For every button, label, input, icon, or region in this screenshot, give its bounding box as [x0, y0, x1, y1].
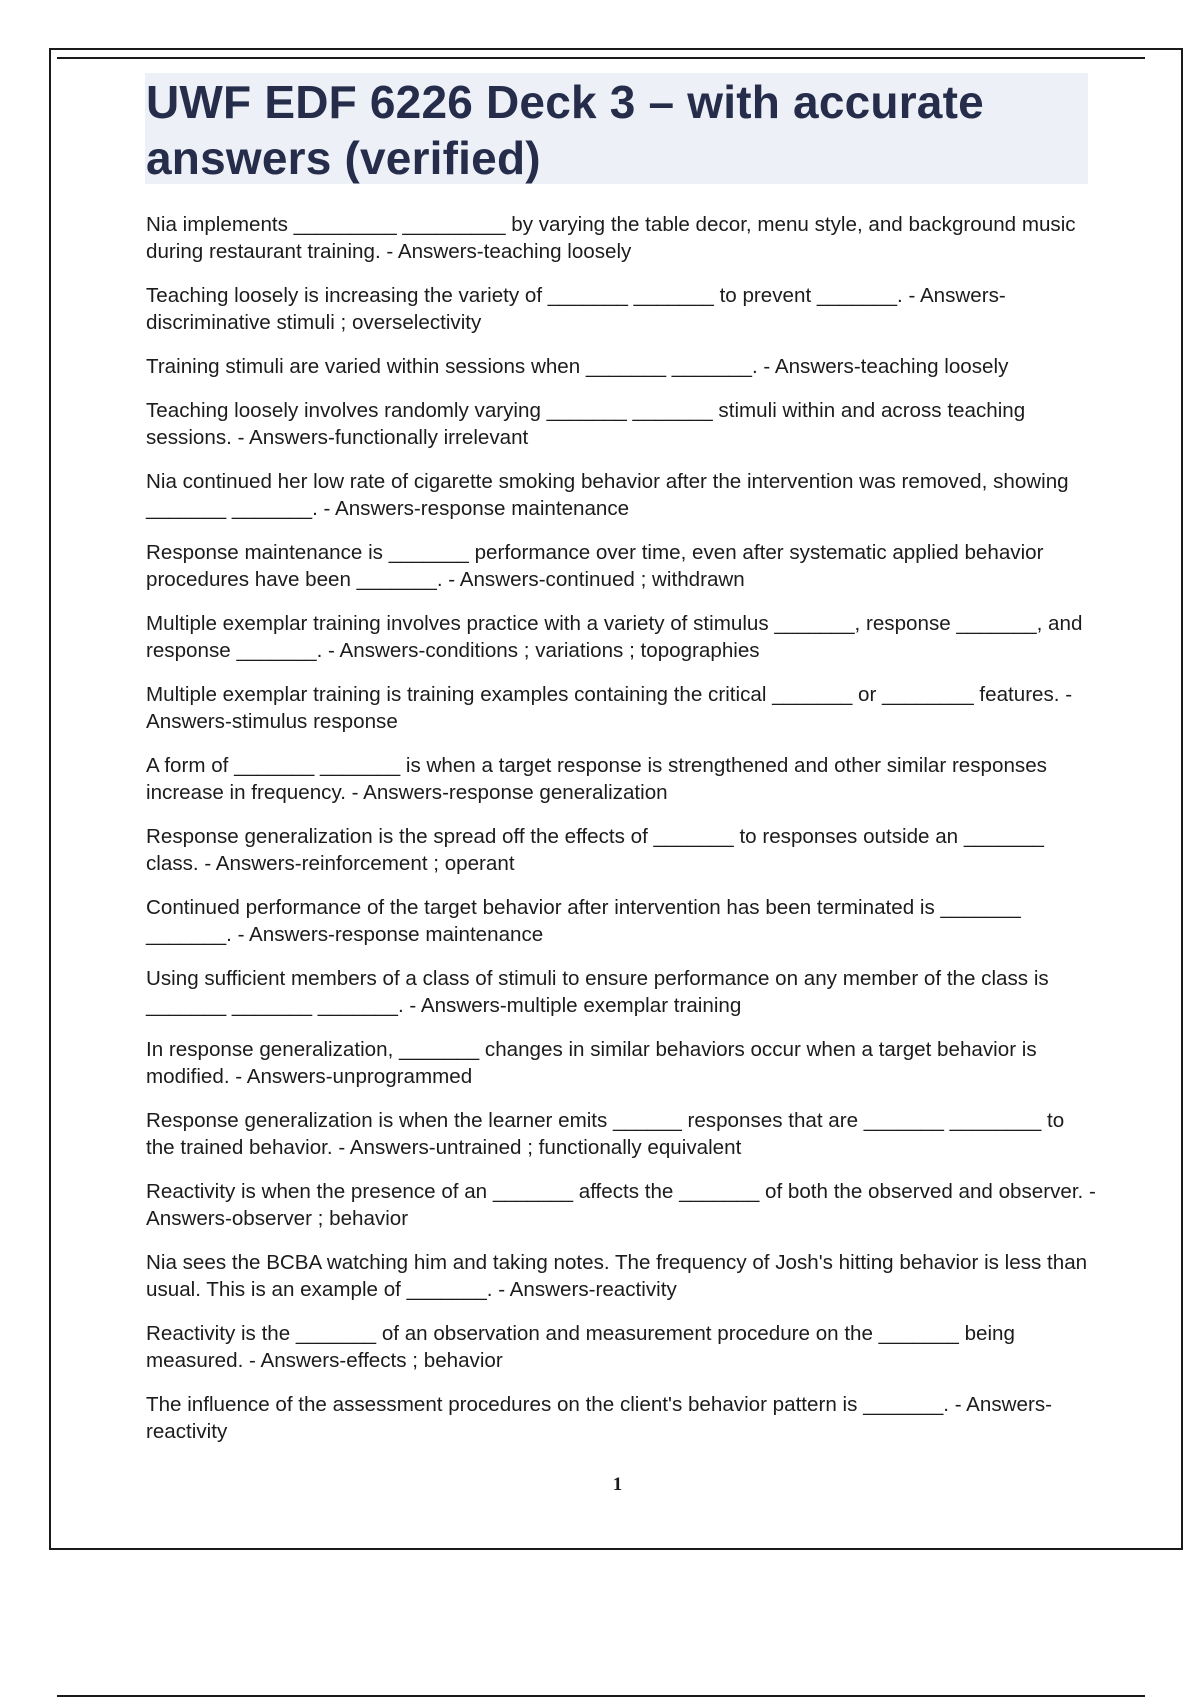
qa-entry-11: Continued performance of the target behavior after intervention has been terminated is _______ _______. - Answers-response maintenance — [146, 896, 1021, 946]
qa-entry-1: Nia implements _________ _________ by varying the table decor, menu style, and background music during restaurant training. - Answers-teaching loosely — [146, 213, 1076, 263]
qa-entry-15: Reactivity is when the presence of an _______ affects the _______ of both the observed and observer. - Answers-observer ; behavior — [146, 1180, 1096, 1230]
qa-entry-3: Training stimuli are varied within sessions when _______ _______. - Answers-teaching loosely — [146, 355, 1009, 378]
qa-entry-9: A form of _______ _______ is when a target response is strengthened and other similar responses increase in frequency. - Answers-response generalization — [146, 754, 1047, 804]
qa-entry-8: Multiple exemplar training is training examples containing the critical _______ or ________ features. - Answers-stimulus response — [146, 683, 1073, 733]
qa-entry-12: Using sufficient members of a class of stimuli to ensure performance on any member of the class is _______ _______ _______. - Answers-multiple exemplar training — [146, 967, 1049, 1017]
qa-entry-5: Nia continued her low rate of cigarette smoking behavior after the intervention was removed, showing _______ _______. - Answers-response maintenance — [146, 470, 1069, 520]
qa-entry-2: Teaching loosely is increasing the variety of _______ _______ to prevent _______. - Answers-discriminative stimuli ; overselectivity — [146, 284, 1006, 334]
qa-entry-10: Response generalization is the spread off the effects of _______ to responses outside an _______ class. - Answers-reinforcement ; operant — [146, 825, 1044, 875]
page-number: 1 — [612, 1474, 623, 1495]
qa-entry-14: Response generalization is when the learner emits ______ responses that are _______ ________ to the trained behavior. - Answers-untrained ; functionally equivalent — [146, 1109, 1065, 1159]
qa-entry-18: The influence of the assessment procedures on the client's behavior pattern is _______. - Answers-reactivity — [146, 1393, 1052, 1443]
qa-entry-13: In response generalization, _______ changes in similar behaviors occur when a target behavior is modified. - Answers-unprogrammed — [146, 1038, 1037, 1088]
qa-entry-4: Teaching loosely involves randomly varying _______ _______ stimuli within and across teaching sessions. - Answers-functionally irrelevant — [146, 399, 1026, 449]
qa-entry-17: Reactivity is the _______ of an observation and measurement procedure on the _______ being measured. - Answers-effects ; behavior — [146, 1322, 1015, 1372]
document-title: UWF EDF 6226 Deck 3 – with accurate answers (verified) — [146, 76, 984, 184]
top-rule — [57, 57, 1145, 59]
qa-entry-16: Nia sees the BCBA watching him and taking notes. The frequency of Josh's hitting behavior is less than usual. This is an example of _______. - Answers-reactivity — [146, 1251, 1088, 1301]
qa-entry-6: Response maintenance is _______ performance over time, even after systematic applied behavior procedures have been _______. - Answers-continued ; withdrawn — [146, 541, 1044, 591]
bottom-rule — [57, 1695, 1145, 1697]
qa-entry-7: Multiple exemplar training involves practice with a variety of stimulus _______, response _______, and response _______. - Answers-conditions ; variations ; topographies — [146, 612, 1083, 662]
